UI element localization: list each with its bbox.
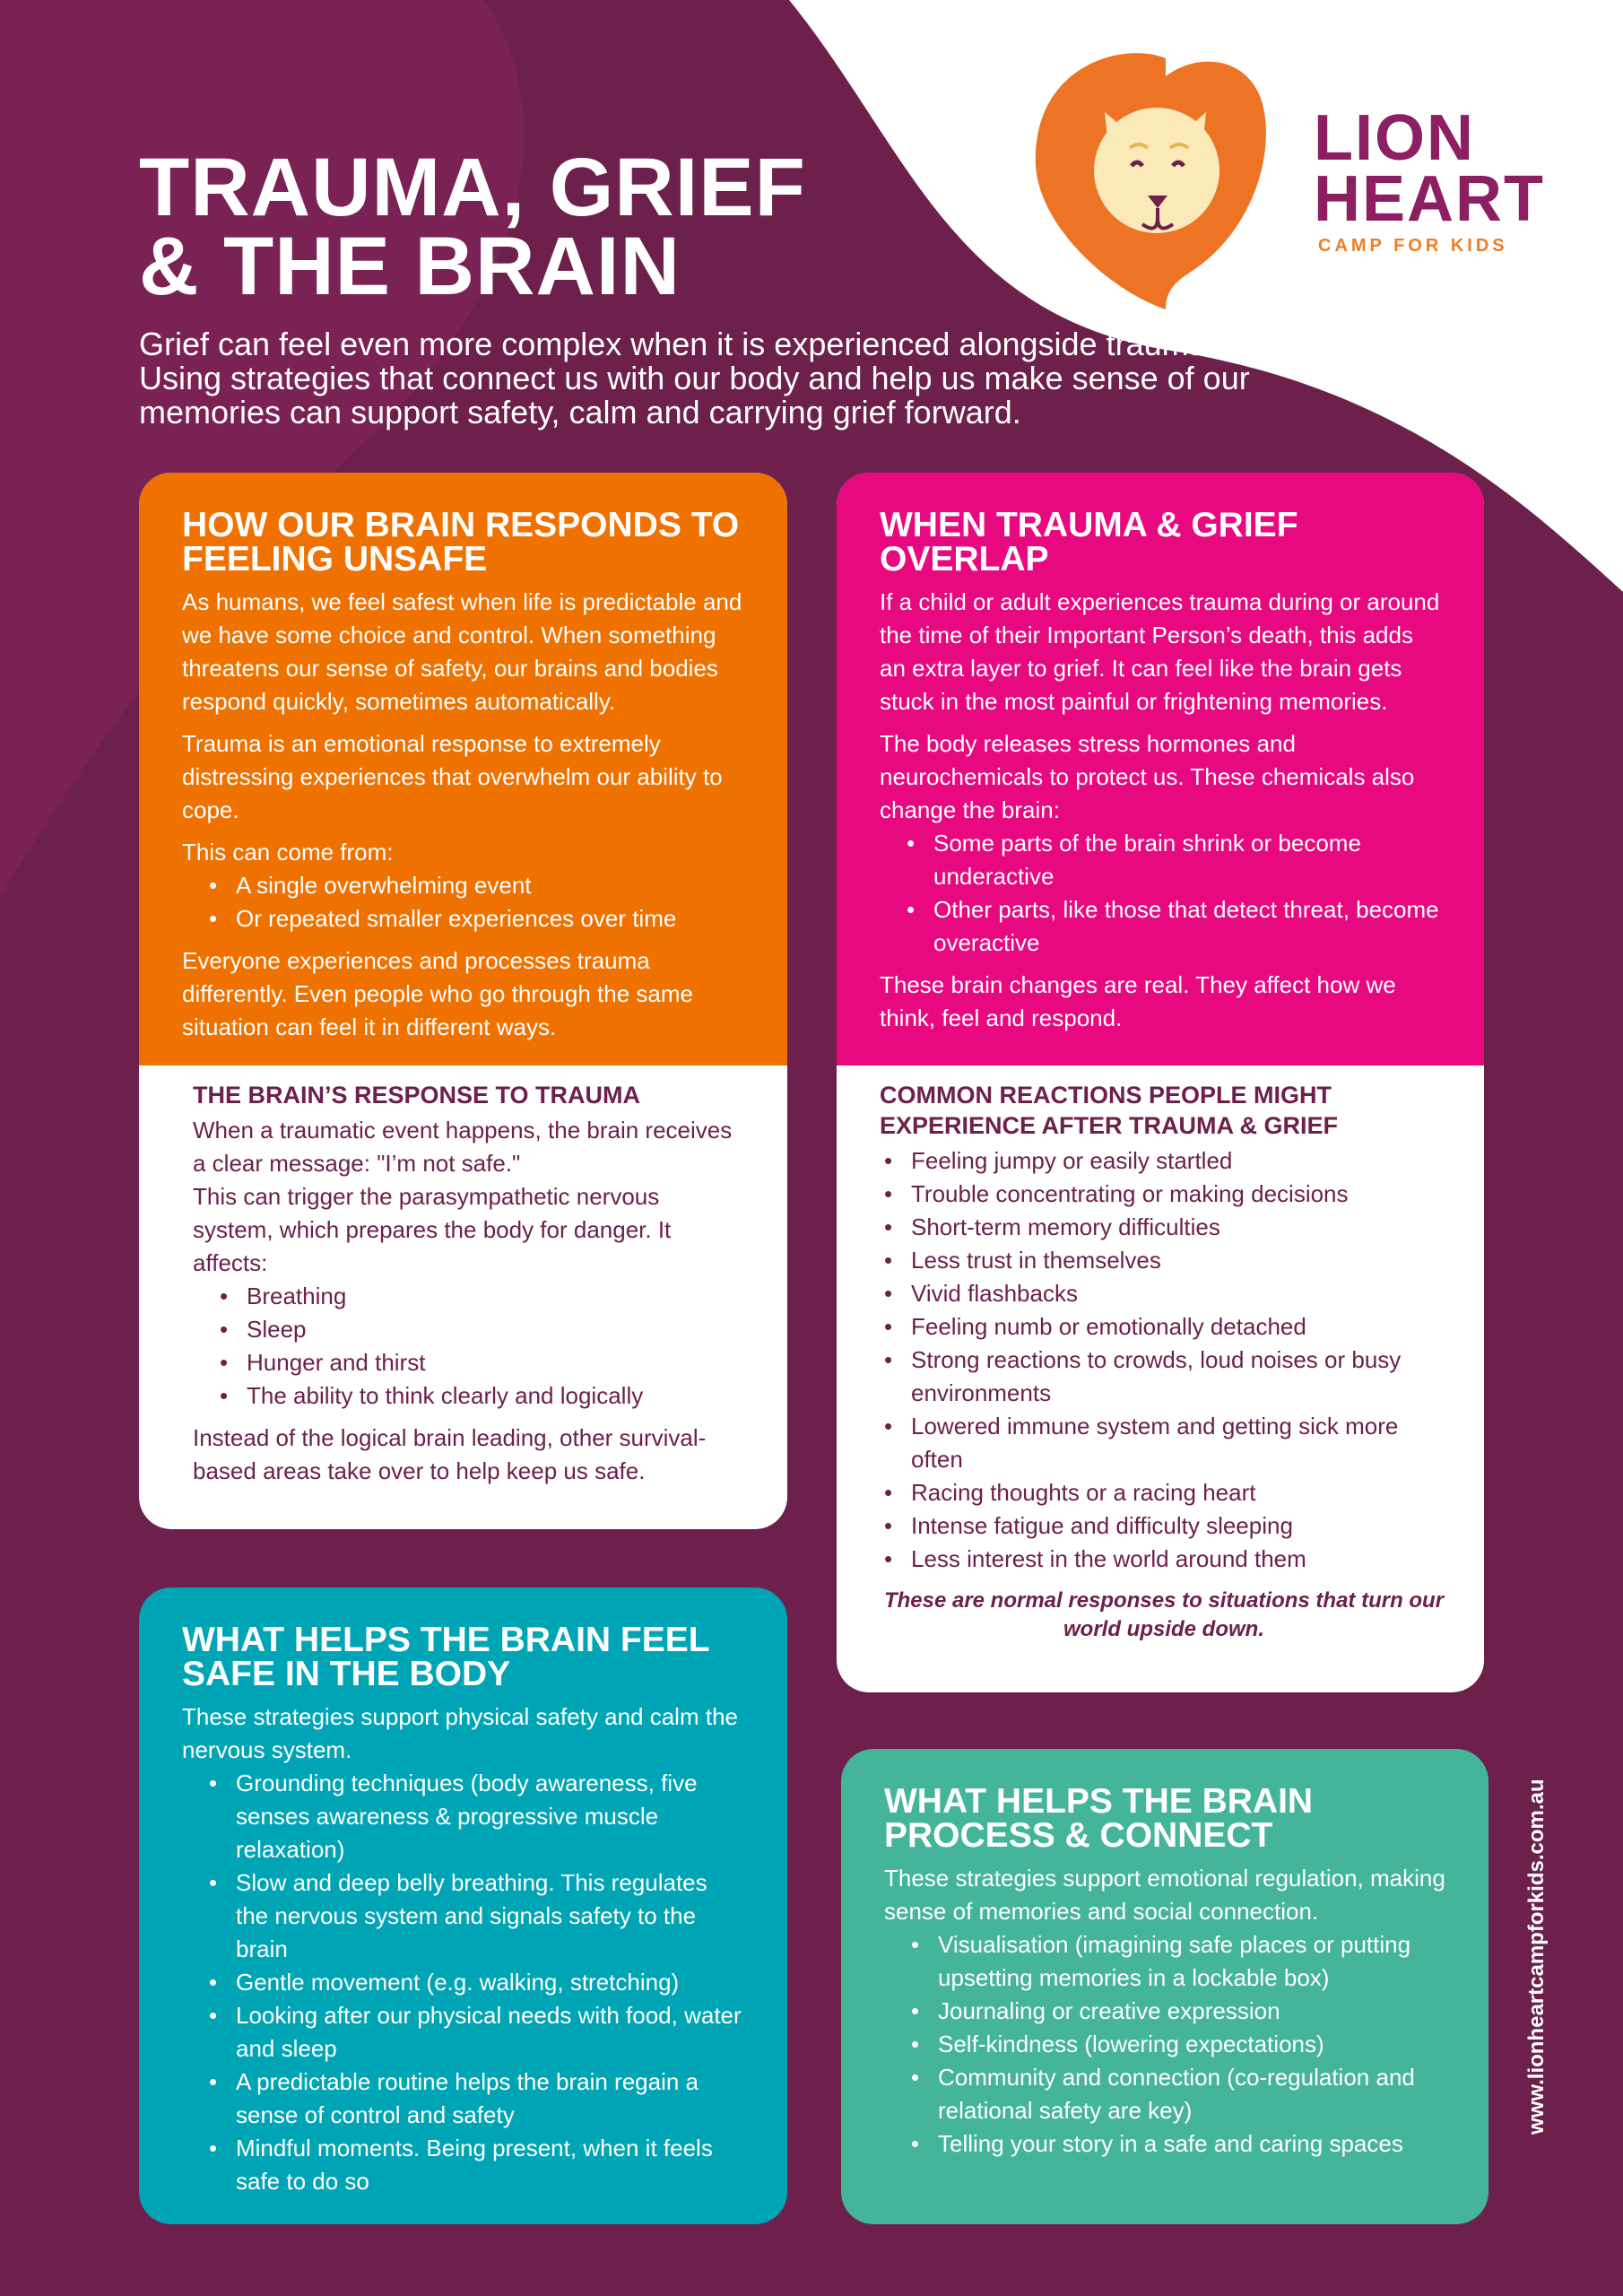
list-item: • Intense fatigue and difficulty sleeping — [884, 1509, 1448, 1543]
overlap-text: The body releases stress hormones and neurochemicals to protect us. These chemicals also change the brain: — [880, 730, 1415, 823]
overlap-card — [837, 473, 1484, 1692]
unsafe-text: This can come from: — [182, 839, 394, 865]
list-item: • Strong reactions to crowds, loud noises or busy environments — [884, 1344, 1448, 1410]
unsafe-text: As humans, we feel safest when life is predictable and we have some choice and control. When something threatens our sense of safety, our brains and bodies respond quickly, sometimes automatically. — [182, 588, 742, 715]
list-item: • Trouble concentrating or making decisions — [884, 1178, 1448, 1211]
list-item: • Less trust in themselves — [884, 1244, 1448, 1277]
list-item: • Self-kindness (lowering expectations) — [911, 2028, 1445, 2061]
list-item: • The ability to think clearly and logically — [220, 1379, 733, 1413]
overlap-heading: WHEN TRAUMA & GRIEF OVERLAP — [880, 506, 1298, 578]
website-link[interactable]: www.lionheartcampforkids.com.au — [1524, 1779, 1549, 2135]
list-item: • Other parts, like those that detect threat, become overactive — [907, 893, 1441, 960]
list-item: • Or repeated smaller experiences over time — [209, 902, 744, 935]
unsafe-heading: HOW OUR BRAIN RESPONDS TO FEELING UNSAFE — [182, 506, 740, 578]
list-item: • A single overwhelming event — [209, 869, 744, 902]
list-item: • Mindful moments. Being present, when it feels safe to do so — [209, 2132, 744, 2198]
list-item: • Looking after our physical needs with food, water and sleep — [209, 1999, 744, 2066]
process-text: These strategies support emotional regulation, making sense of memories and social connection. — [884, 1865, 1445, 1925]
process-card — [841, 1749, 1488, 2224]
list-item: • Some parts of the brain shrink or become underactive — [907, 827, 1441, 893]
list-item: • Lowered immune system and getting sick more often — [884, 1410, 1448, 1476]
safe-card — [139, 1587, 787, 2224]
list-item: • Hunger and thirst — [220, 1346, 733, 1379]
reactions-note: These are normal responses to situations that turn our world upside down. — [883, 1588, 1445, 1641]
process-heading: WHAT HELPS THE BRAIN PROCESS & CONNECT — [884, 1782, 1314, 1855]
list-item: • Telling your story in a safe and caring spaces — [911, 2127, 1445, 2161]
unsafe-text: Everyone experiences and processes trauma differently. Even people who go through the same situation can feel it in different ways. — [182, 947, 693, 1040]
list-item: • Slow and deep belly breathing. This regulates the nervous system and signals safety to the brain — [209, 1866, 744, 1966]
list-item: • Feeling jumpy or easily startled — [884, 1144, 1448, 1178]
page-title: TRAUMA, GRIEF & THE BRAIN — [139, 142, 806, 312]
safe-text: These strategies support physical safety and calm the nervous system. — [182, 1703, 738, 1763]
list-item: • Grounding techniques (body awareness, five senses awareness & progressive muscle relaxation) — [209, 1767, 744, 1866]
list-item: • Racing thoughts or a racing heart — [884, 1476, 1448, 1509]
logo-wordmark: LION HEART — [1314, 102, 1545, 235]
unsafe-card — [139, 473, 787, 1529]
list-item: • Visualisation (imagining safe places or putting upsetting memories in a lockable box) — [911, 1928, 1445, 1995]
intro-text: Grief can feel even more complex when it is experienced alongside trauma. Using strategies that connect us with our body and help us make sense of our memories can support safety, calm and carrying grief forward. — [139, 326, 1250, 430]
list-item: • A predictable routine helps the brain regain a sense of control and safety — [209, 2066, 744, 2132]
list-item: • Short-term memory difficulties — [884, 1211, 1448, 1244]
response-text: This can trigger the parasympathetic nervous system, which prepares the body for danger. It affects: — [193, 1183, 672, 1276]
list-item: • Less interest in the world around them — [884, 1543, 1448, 1576]
safe-heading: WHAT HELPS THE BRAIN FEEL SAFE IN THE BODY — [182, 1621, 709, 1693]
response-text: When a traumatic event happens, the brain receives a clear message: "I’m not safe." — [193, 1117, 733, 1177]
overlap-text: These brain changes are real. They affect how we think, feel and respond. — [880, 971, 1396, 1031]
list-item: • Feeling numb or emotionally detached — [884, 1310, 1448, 1344]
list-item: • Journaling or creative expression — [911, 1995, 1445, 2028]
list-item: • Breathing — [220, 1280, 733, 1313]
overlap-text: If a child or adult experiences trauma during or around the time of their Important Person’s death, this adds an extra layer to grief. It can feel like the brain gets stuck in the most painful or frightening memories. — [880, 588, 1440, 715]
response-text: Instead of the logical brain leading, other survival-based areas take over to help keep us safe. — [193, 1424, 707, 1484]
logo-tagline: CAMP FOR KIDS — [1318, 236, 1508, 256]
list-item: • Gentle movement (e.g. walking, stretching) — [209, 1966, 744, 1999]
list-item: • Vivid flashbacks — [884, 1277, 1448, 1310]
list-item: • Sleep — [220, 1313, 733, 1346]
reactions-heading: COMMON REACTIONS PEOPLE MIGHT EXPERIENCE AFTER TRAUMA & GRIEF — [880, 1082, 1339, 1139]
response-heading: THE BRAIN’S RESPONSE TO TRAUMA — [193, 1082, 641, 1109]
unsafe-text: Trauma is an emotional response to extremely distressing experiences that overwhelm our ability to cope. — [182, 730, 723, 823]
list-item: • Community and connection (co-regulation and relational safety are key) — [911, 2061, 1445, 2127]
